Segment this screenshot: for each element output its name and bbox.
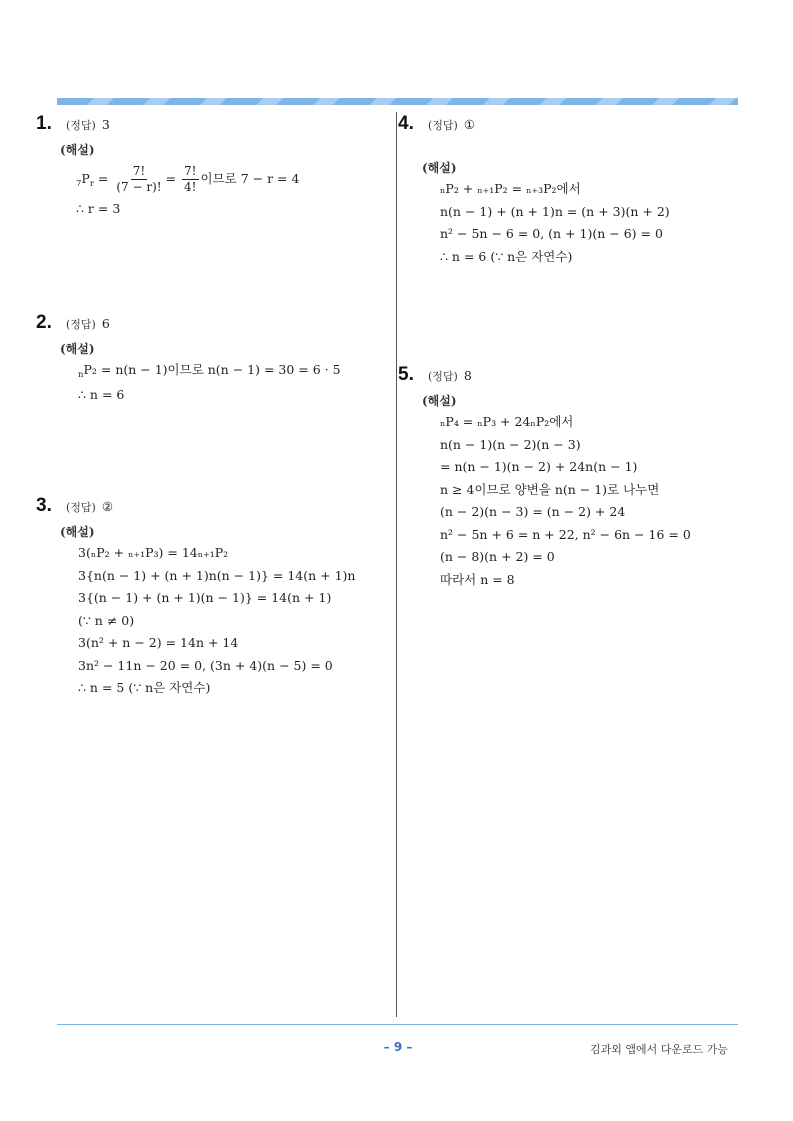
footer-divider	[57, 1024, 738, 1025]
formula-line: 3(ₙP₂ + ₙ₊₁P₃) = 14ₙ₊₁P₂	[78, 545, 229, 560]
answer-value: 6	[101, 316, 110, 331]
formula-line: = n(n − 1)(n − 2) + 24n(n − 1)	[440, 459, 638, 474]
footer-note: 김과외 앱에서 다운로드 가능	[589, 1043, 728, 1056]
problem-2	[36, 312, 341, 406]
problem-5	[398, 364, 691, 591]
formula-line: ₙP₂ + ₙ₊₁P₂ = ₙ₊₃P₂에서	[440, 181, 581, 196]
explanation-label: (해설)	[60, 525, 95, 539]
explanation-label: (해설)	[422, 161, 457, 175]
formula-line: n² − 5n − 6 = 0, (n + 1)(n − 6) = 0	[440, 226, 663, 241]
formula-line: n(n − 1) + (n + 1)n = (n + 3)(n + 2)	[440, 203, 670, 219]
problem-number: 4.	[398, 113, 414, 134]
problem-4	[398, 113, 670, 268]
formula-line: (n − 8)(n + 2) = 0	[440, 549, 555, 564]
answer-label: (정답)	[66, 501, 96, 514]
formula-line: 3{n(n − 1) + (n + 1)n(n − 1)} = 14(n + 1)n	[78, 567, 356, 583]
problem-number: 5.	[398, 364, 414, 385]
problem-3	[36, 495, 355, 700]
formula-line: $_n$P₂ = n(n − 1)이므로 n(n − 1) = 30 = 6 · 5	[78, 362, 341, 380]
explanation-label: (해설)	[60, 342, 95, 356]
answer-value: 3	[101, 117, 110, 132]
page-number: – 9 –	[383, 1040, 413, 1054]
problem-number: 2.	[36, 312, 52, 333]
answer-value: 8	[463, 368, 472, 383]
formula-line: (n − 2)(n − 3) = (n − 2) + 24	[440, 504, 626, 519]
problem-1	[36, 113, 299, 221]
answer-label: (정답)	[66, 119, 96, 132]
answer-value: ①	[463, 117, 476, 132]
formula-line: 3(n² + n − 2) = 14n + 14	[78, 635, 239, 650]
problem-number: 1.	[36, 113, 52, 134]
formula-line: (∵ n ≠ 0)	[78, 612, 135, 628]
formula-line: ₙP₄ = ₙP₃ + 24ₙP₂에서	[440, 414, 574, 429]
formula-line: ∴ n = 6	[78, 386, 125, 402]
answer-value: ②	[101, 499, 114, 514]
formula-line: ∴ r = 3	[76, 201, 121, 216]
formula-line: $_7P_r$ = $\frac{7!}{(7 - r)!}$ = $\frac{7!}{4!}$ 이므로 7 − r = 4	[76, 164, 300, 194]
problem-number: 3.	[36, 495, 52, 516]
answer-label: (정답)	[428, 370, 458, 383]
formula-line: n ≥ 4이므로 양변을 n(n − 1)로 나누면	[440, 481, 660, 497]
answer-label: (정답)	[428, 119, 458, 132]
explanation-label: (해설)	[422, 394, 457, 408]
formula-line: 3n² − 11n − 20 = 0, (3n + 4)(n − 5) = 0	[78, 657, 333, 673]
explanation-label: (해설)	[60, 143, 95, 157]
formula-line: n(n − 1)(n − 2)(n − 3)	[440, 436, 581, 452]
formula-line: 따라서 n = 8	[440, 571, 515, 587]
column-divider	[396, 112, 397, 1017]
fraction: $\frac{7!}{4!}$	[184, 164, 197, 194]
header-decoration-band	[57, 98, 738, 105]
fraction: $\frac{7!}{(7 - r)!}$	[116, 164, 162, 194]
formula-line: ∴ n = 6 (∵ n은 자연수)	[440, 248, 573, 264]
formula-line: 3{(n − 1) + (n + 1)(n − 1)} = 14(n + 1)	[78, 590, 332, 605]
answer-label: (정답)	[66, 318, 96, 331]
formula-line: n² − 5n + 6 = n + 22, n² − 6n − 16 = 0	[440, 526, 691, 542]
formula-line: ∴ n = 5 (∵ n은 자연수)	[78, 680, 211, 695]
